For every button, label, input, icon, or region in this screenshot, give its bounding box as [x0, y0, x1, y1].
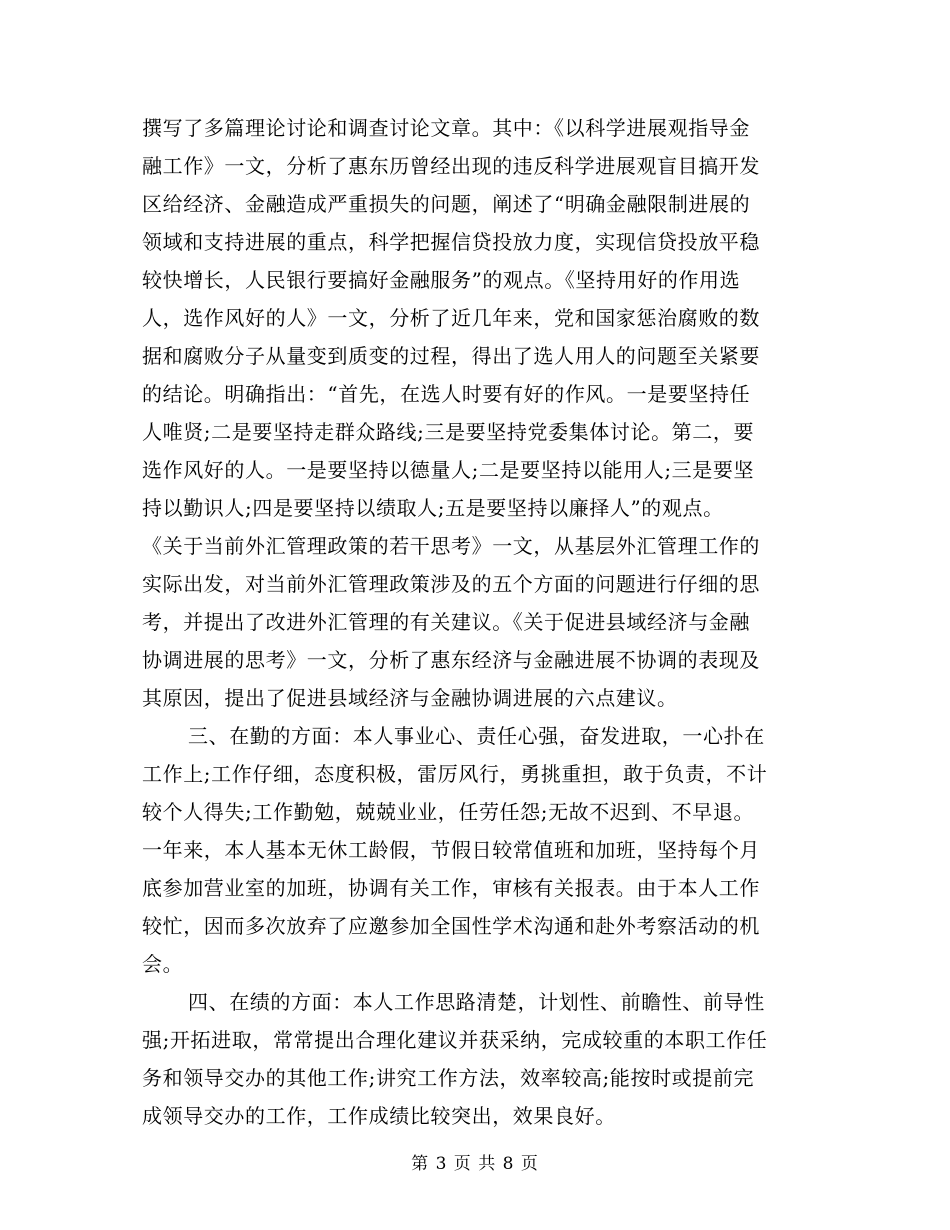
text-line: 的结论。明确指出：“首先，在选人时要有好的作风。一是要坚持任: [142, 382, 751, 406]
text-line: 领域和支持进展的重点，科学把握信贷投放力度，实现信贷投放平稳: [142, 230, 760, 254]
text-line: 会。: [142, 952, 184, 976]
text-line: 考，并提出了改进外汇管理的有关建议。《关于促进县域经济与金融: [142, 610, 750, 634]
text-line: 协调进展的思考》一文，分析了惠东经济与金融进展不协调的表现及: [142, 648, 760, 672]
page-number-footer: 第 3 页 共 8 页: [411, 1154, 539, 1174]
text-line: 人，选作风好的人》一文，分析了近几年来，党和国家惩治腐败的数: [142, 306, 760, 330]
text-line: 强;开拓进取，常常提出合理化建议并获采纳，完成较重的本职工作任: [142, 1028, 768, 1052]
text-line: 较个人得失;工作勤勉，兢兢业业，任劳任怨;无故不迟到、不早退。: [142, 800, 755, 824]
text-line: 融工作》一文，分析了惠东历曾经出现的违反科学进展观盲目搞开发: [142, 154, 760, 178]
paragraph-start-line: 四、在绩的方面：本人工作思路清楚，计划性、前瞻性、前导性: [188, 990, 765, 1014]
text-line: 区给经济、金融造成严重损失的问题，阐述了“明确金融限制进展的: [142, 192, 751, 216]
text-line: 选作风好的人。一是要坚持以德量人;二是要坚持以能用人;三是要坚: [142, 458, 755, 482]
text-line: 人唯贤;二是要坚持走群众路线;三是要坚持党委集体讨论。第二，要: [142, 420, 755, 444]
text-line: 实际出发，对当前外汇管理政策涉及的五个方面的问题进行仔细的思: [142, 572, 760, 596]
paragraph-start-line: 三、在勤的方面：本人事业心、责任心强，奋发进取，一心扑在: [188, 724, 765, 748]
text-line: 撰写了多篇理论讨论和调查讨论文章。其中：《以科学进展观指导金: [142, 116, 750, 140]
text-line: 一年来，本人基本无休工龄假，节假日较常值班和加班，坚持每个月: [142, 838, 760, 862]
text-line: 较快增长，人民银行要搞好金融服务”的观点。《坚持用好的作用选: [142, 268, 741, 292]
text-line: 务和领导交办的其他工作;讲究工作方法，效率较高;能按时或提前完: [142, 1066, 755, 1090]
text-line: 持以勤识人;四是要坚持以绩取人;五是要坚持以廉择人”的观点。: [142, 496, 724, 520]
text-line: 其原因，提出了促进县域经济与金融协调进展的六点建议。: [142, 686, 678, 710]
text-line: 成领导交办的工作，工作成绩比较突出，效果良好。: [142, 1104, 616, 1128]
text-line: 工作上;工作仔细，态度积极，雷厉风行，勇挑重担，敢于负责，不计: [142, 762, 768, 786]
text-line: 底参加营业室的加班，协调有关工作，审核有关报表。由于本人工作: [142, 876, 760, 900]
text-line: 《关于当前外汇管理政策的若干思考》一文，从基层外汇管理工作的: [142, 534, 760, 558]
text-line: 据和腐败分子从量变到质变的过程，得出了选人用人的问题至关紧要: [142, 344, 760, 368]
text-line: 较忙，因而多次放弃了应邀参加全国性学术沟通和赴外考察活动的机: [142, 914, 760, 938]
